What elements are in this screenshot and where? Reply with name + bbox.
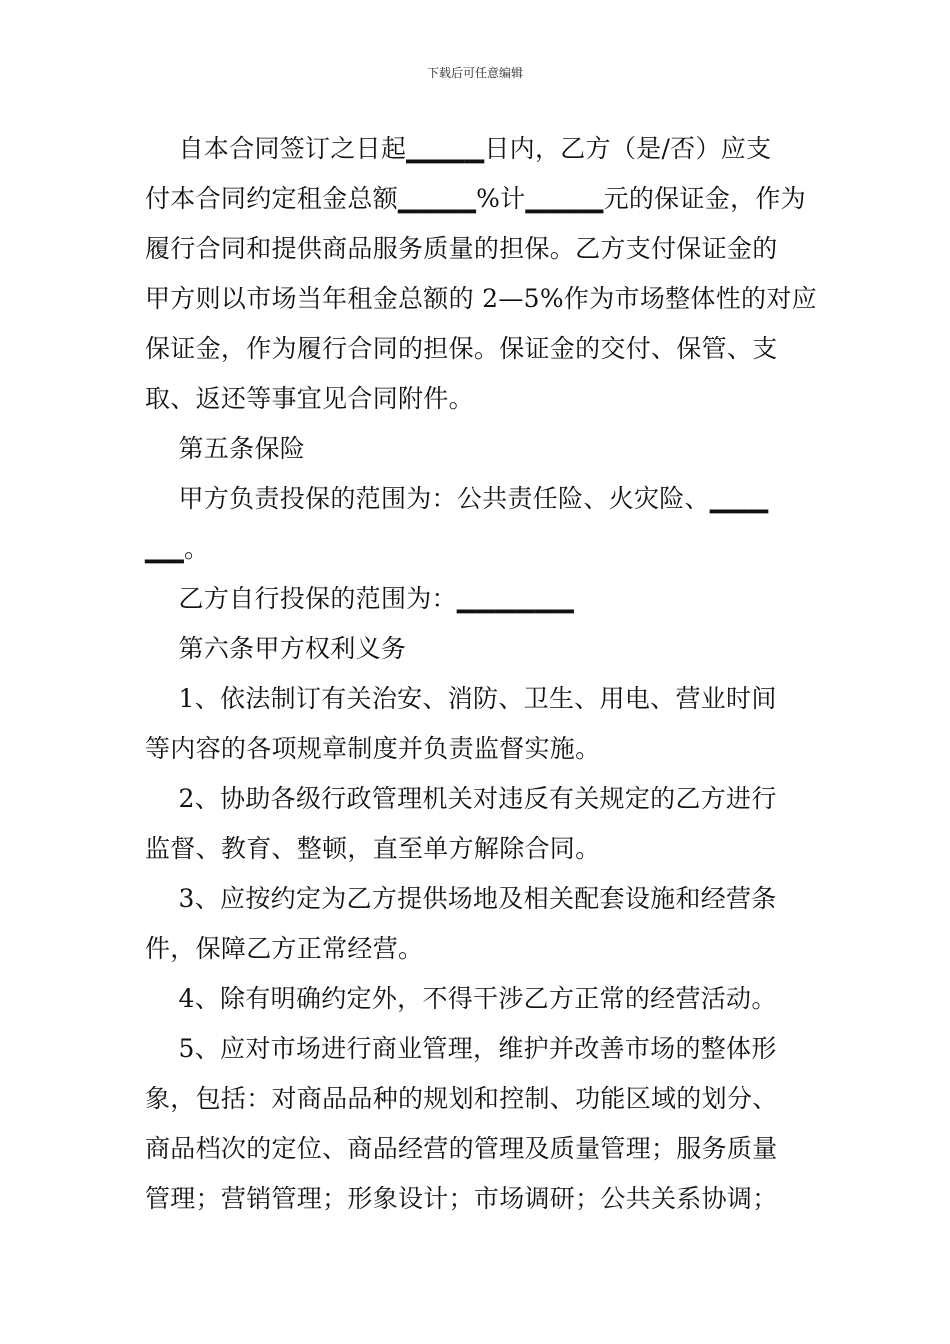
text-line-8: 甲方负责投保的范围为：公共责任险、火灾险、▁▁▁ (145, 484, 769, 513)
text-line-22: 管理；营销管理；形象设计；市场调研；公共关系协调； (145, 1184, 778, 1213)
text-line-16: 3、应按约定为乙方提供场地及相关配套设施和经营条 (145, 884, 777, 913)
text-line-13: 等内容的各项规章制度并负责监督实施。 (145, 734, 601, 763)
text-line-20: 象，包括：对商品品种的规划和控制、功能区域的划分、 (145, 1084, 778, 1113)
text-line-9: ▁▁。 (145, 534, 210, 563)
text-line-15: 监督、教育、整顿，直至单方解除合同。 (145, 834, 601, 863)
text-line-1: 自本合同签订之日起▁▁▁▁日内，乙方（是/否）应支 (145, 134, 772, 163)
text-line-21: 商品档次的定位、商品经营的管理及质量管理；服务质量 (145, 1134, 778, 1163)
section-heading-6: 第六条甲方权利义务 (145, 634, 407, 663)
text-line-5: 保证金，作为履行合同的担保。保证金的交付、保管、支 (145, 334, 778, 363)
text-line-3: 履行合同和提供商品服务质量的担保。乙方支付保证金的 (145, 234, 778, 263)
text-line-4: 甲方则以市场当年租金总额的 2—5%作为市场整体性的对应 (145, 284, 817, 313)
text-line-6: 取、返还等事宜见合同附件。 (145, 384, 474, 413)
text-line-10: 乙方自行投保的范围为：▁▁▁▁▁▁ (145, 584, 575, 613)
text-line-18: 4、除有明确约定外，不得干涉乙方正常的经营活动。 (145, 984, 777, 1013)
section-heading-5: 第五条保险 (145, 434, 306, 463)
text-line-12: 1、依法制订有关治安、消防、卫生、用电、营业时间 (145, 684, 777, 713)
text-line-14: 2、协助各级行政管理机关对违反有关规定的乙方进行 (145, 784, 777, 813)
text-line-2: 付本合同约定租金总额▁▁▁▁%计▁▁▁▁元的保证金，作为 (145, 184, 806, 213)
text-line-17: 件，保障乙方正常经营。 (145, 934, 424, 963)
page-header-note: 下载后可任意编辑 (426, 66, 523, 80)
text-line-19: 5、应对市场进行商业管理，维护并改善市场的整体形 (145, 1034, 777, 1063)
